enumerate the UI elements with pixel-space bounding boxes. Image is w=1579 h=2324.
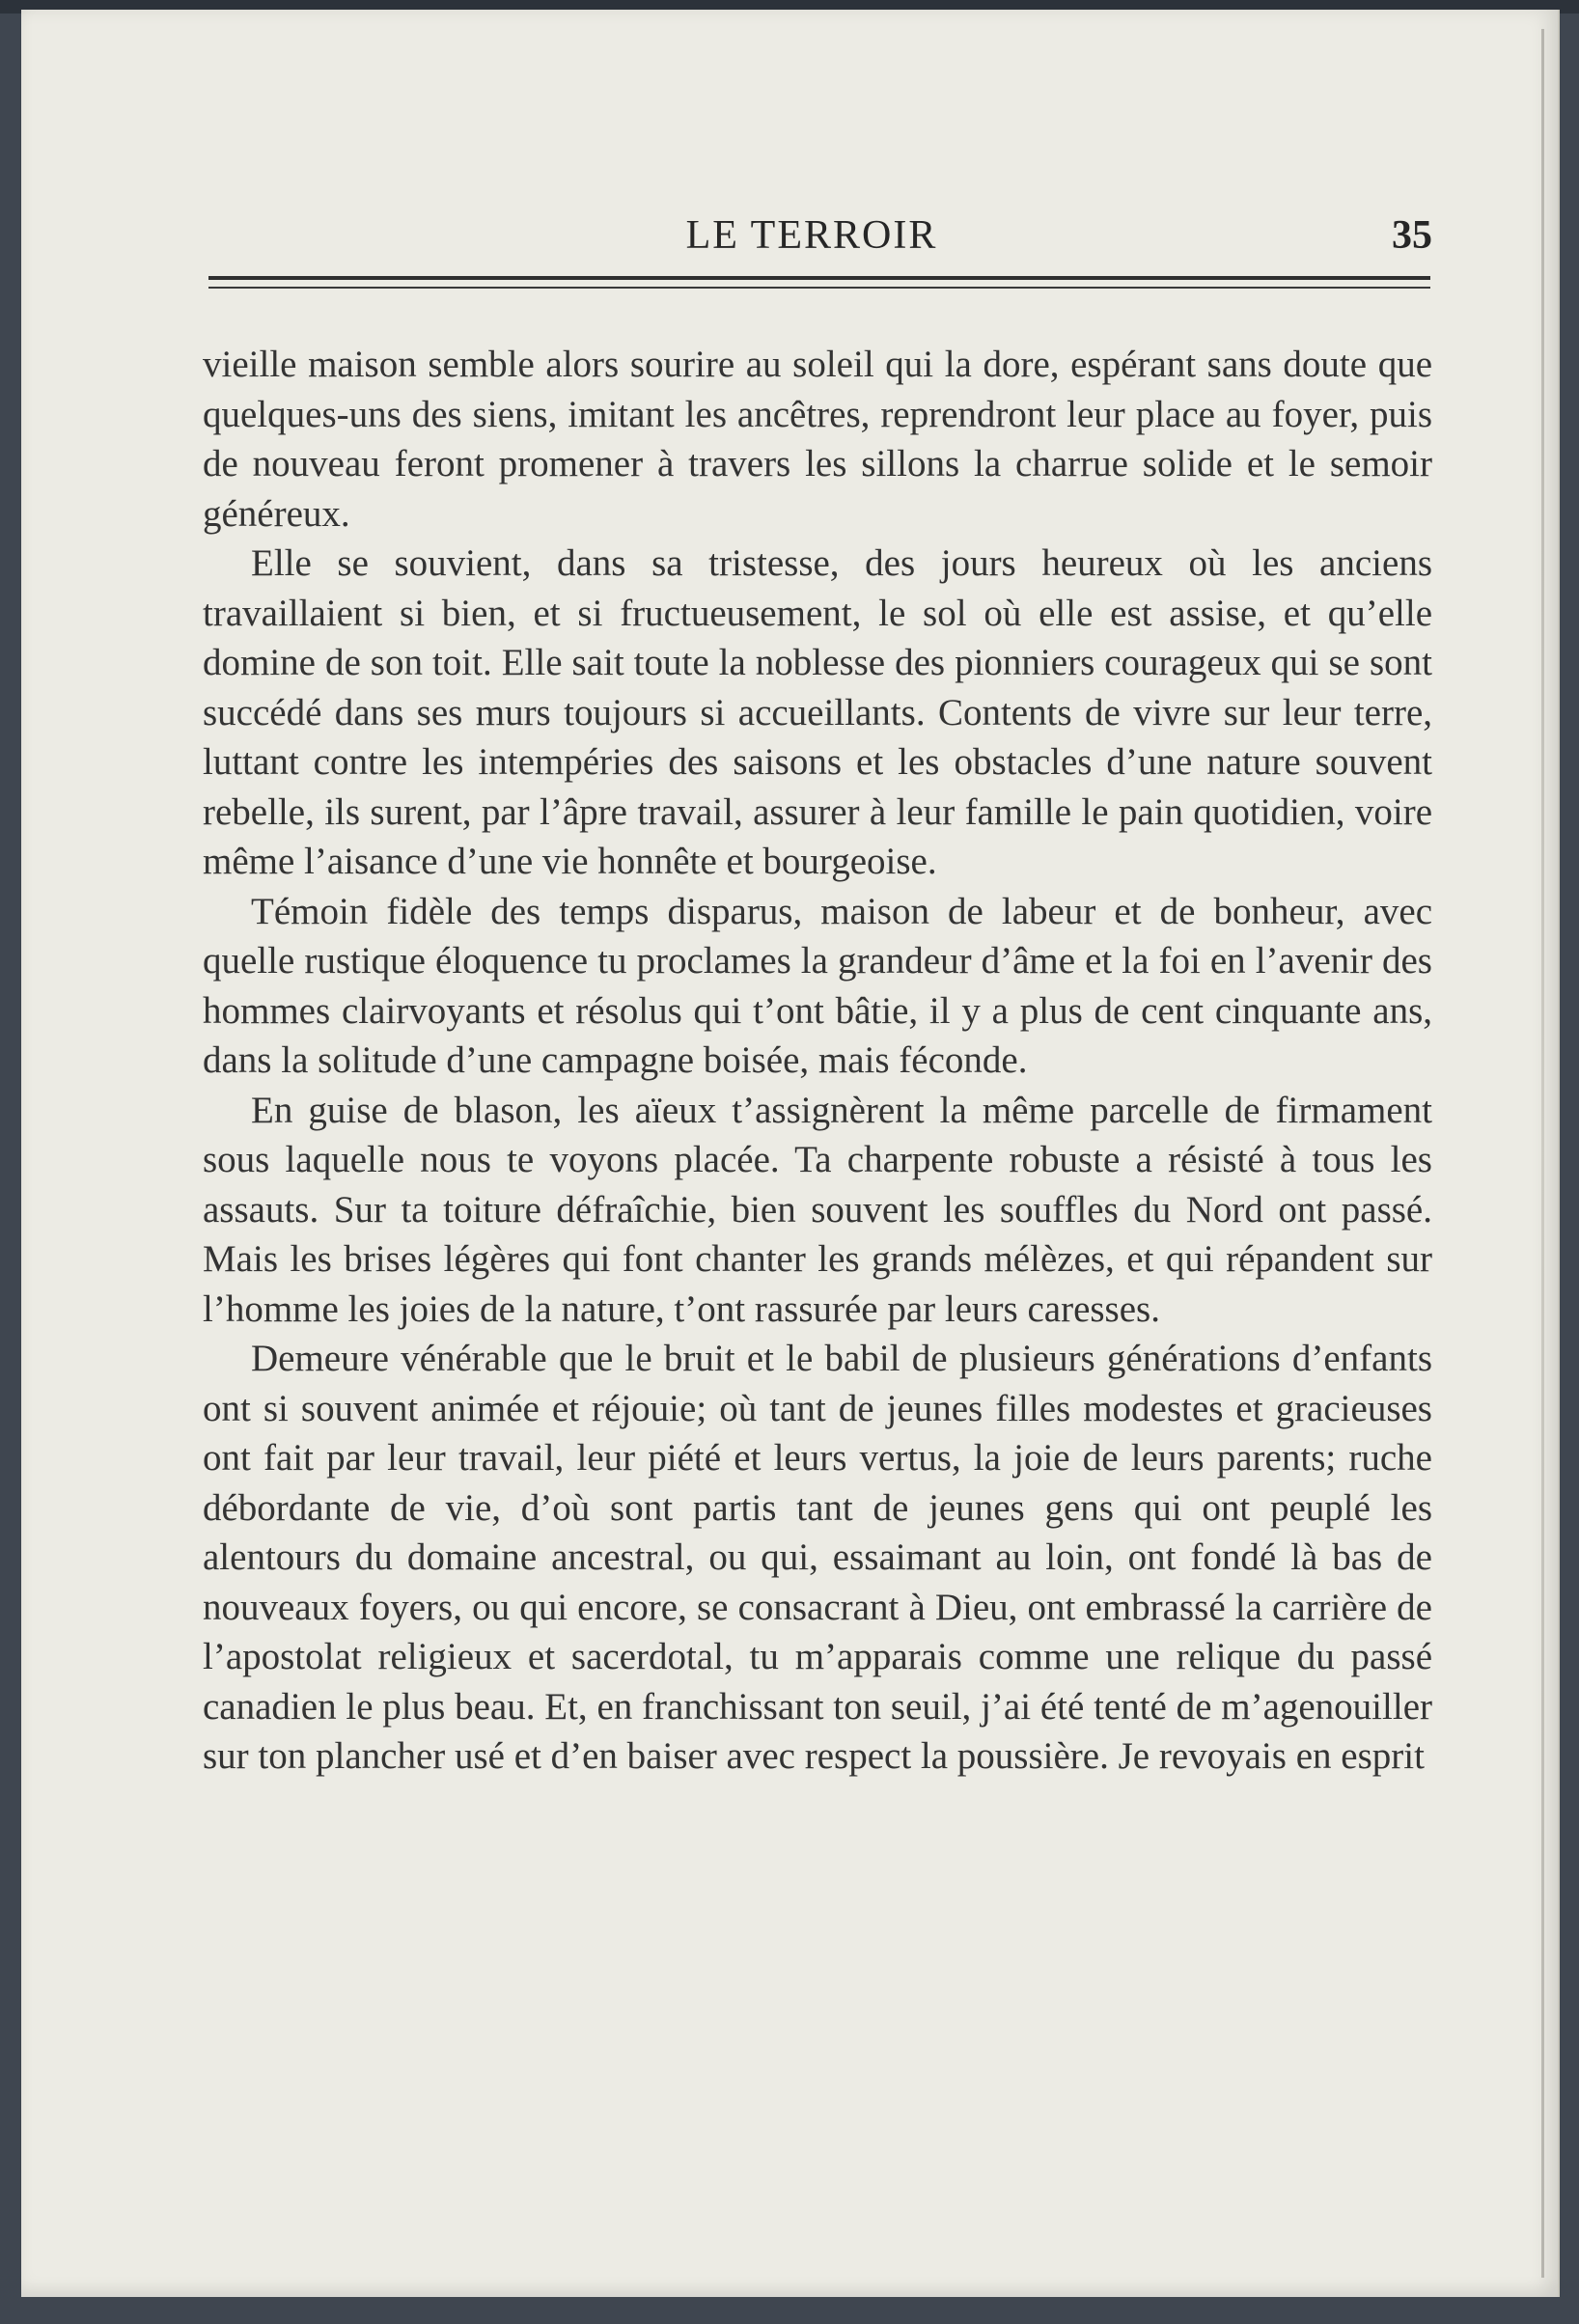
body-text — [203, 340, 1432, 1782]
paragraph-continued: vieille maison semble alors sourire au soleil qui la dore, espérant sans doute que quelques-uns des siens, imitant les ancêtres, reprendront leur place au foyer, puis de nouveau feront promener à travers les sillons la charrue solide et le semoir généreux. — [203, 344, 1432, 535]
paragraph: En guise de blason, les aïeux t’assignèrent la même parcelle de firmament sous laquelle nous te voyons placée. Ta charpente robuste a résisté à tous les assauts. Sur ta toiture défraîchie, bien souvent les souffles du Nord ont passé. Mais les brises légères qui font chanter les grands mélèzes, et qui répandent sur l’homme les joies de la nature, t’ont rassurée par leurs caresses. — [203, 1089, 1432, 1330]
header-rule-thick — [208, 276, 1430, 280]
paragraph: Témoin fidèle des temps disparus, maison de labeur et de bonheur, avec quelle rustique éloquence tu proclames la grandeur d’âme et la foi en l’avenir des hommes clairvoyants et résolus qui t’ont bâtie, il y a plus de cent cinquante ans, dans la solitude d’une campagne boisée, mais féconde. — [203, 890, 1432, 1081]
page-edge-shadow — [1541, 29, 1544, 2278]
running-head: LE TERROIR — [685, 213, 938, 258]
paragraph: Elle se souvient, dans sa tristesse, des jours heureux où les anciens travaillaient si bien, et si fructueusement, le sol où elle est assise, et qu’elle domine de son toit. Elle sait toute la noblesse des pionniers courageux qui se sont succédé dans ses murs toujours si accueillants. Contents de vivre sur leur terre, luttant contre les intempéries des saisons et les obstacles d’une nature souvent rebelle, ils surent, par l’âpre travail, assurer à leur famille le pain quotidien, voire même l’aisance d’une vie honnête et bourgeoise. — [203, 542, 1432, 882]
header-rule-thin — [208, 287, 1430, 289]
paragraph: Demeure vénérable que le bruit et le babil de plusieurs générations d’enfants ont si souvent animée et réjouie; où tant de jeunes filles modestes et gracieuses ont fait par leur travail, leur piété et leurs vertus, la joie de leurs parents; ruche débordante de vie, d’où sont partis tant de jeunes gens qui ont peuplé les alentours du domaine ancestral, ou qui, essaimant au loin, ont fondé là bas de nouveaux foyers, ou qui encore, se consacrant à Dieu, ont embrassé la carrière de l’apostolat religieux et sacerdotal, tu m’apparais comme une relique du passé canadien le plus beau. Et, en franchissant ton seuil, j’ai été tenté de m’agenouiller sur ton plancher usé et d’en baiser avec respect la poussière. Je revoyais en esprit — [203, 1338, 1432, 1777]
page-header — [191, 203, 1432, 261]
page-number: 35 — [1392, 213, 1432, 258]
